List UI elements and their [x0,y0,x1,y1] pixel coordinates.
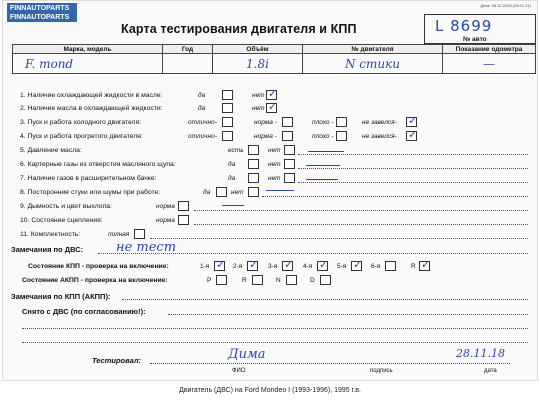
akpp-d: D [310,277,315,284]
check-mark-icon: ✓ [268,88,278,100]
date-label: дата [484,368,497,374]
check-mark-icon: ✓ [353,259,363,271]
opt-not-started: не завелся- [362,133,397,140]
opt-normal: норма [156,217,175,224]
checkbox-no[interactable] [248,187,259,197]
check-row-3: 3. Пуск и работа холодного двигателя: [20,119,142,126]
col-year: Год [163,45,213,54]
dotted-line [262,196,528,197]
finnautoparts-logo: FINNAUTOPARTS FINNAUTOPARTS [7,3,77,22]
dotted-line [168,314,528,315]
tester-name: Дима [228,347,266,362]
value-volume: 1.8i [213,54,303,74]
opt-yes: да [203,189,211,196]
opt-normal: норма - [254,133,277,140]
gear-3: 3-я [268,263,278,270]
checkbox-akpp-p[interactable] [216,275,227,285]
pen-stroke [222,205,244,206]
check-row-7: 7. Наличие газов в расширительном бачке: [20,175,157,182]
dotted-line [298,154,528,155]
checkbox-present[interactable] [248,145,259,155]
checkbox-gear-6[interactable] [385,261,396,271]
checkbox-akpp-n[interactable] [286,275,297,285]
checkbox-normal[interactable] [178,215,189,225]
opt-no: нет [268,161,281,168]
checkbox-normal[interactable] [178,201,189,211]
opt-complete: полная [108,231,130,238]
col-engine-number: № двигателя [303,45,443,54]
checkbox-bad[interactable] [336,117,347,127]
check-row-4: 4. Пуск и работа прогретого двигателя: [20,133,143,140]
check-mark-icon: ✓ [408,115,418,127]
checkbox-akpp-d[interactable] [320,275,331,285]
opt-yes: да [198,92,206,99]
opt-no: нет [252,92,265,99]
checkbox-normal[interactable] [282,117,293,127]
tested-by-label: Тестировал: [92,356,141,365]
signature-label: подпись [370,368,393,374]
checkbox-yes[interactable] [248,159,259,169]
image-caption: Двигатель (ДВС) на Ford Mondeo I (1993-1996), 1995 г.в. [179,387,361,394]
check-row-5: 5. Давление масла: [20,147,82,154]
check-mark-icon: ✓ [216,259,226,271]
gear-2: 2-я [233,263,243,270]
opt-yes: да [228,175,236,182]
akpp-p: P [207,277,212,284]
dotted-line [22,328,528,329]
order-number: L 8699 [435,17,493,35]
dotted-line [298,182,528,183]
pen-stroke [306,179,338,180]
remarks-kpp-label: Замечания по КПП (АКПП): [11,292,111,301]
check-row-8: 8. Посторонние стуки или шумы при работе: [20,189,161,196]
dotted-line [150,238,528,239]
pen-stroke [306,165,340,166]
opt-excellent: отлично- [188,133,217,140]
akpp-n: N [276,277,281,284]
checkbox-normal[interactable] [282,131,293,141]
checkbox-excellent[interactable] [222,131,233,141]
checkbox-excellent[interactable] [222,117,233,127]
dotted-line [122,299,528,300]
checkbox-no[interactable] [284,173,295,183]
checkbox-yes[interactable] [248,173,259,183]
kpp-label: Состояние КПП - проверка на включение: [28,263,169,270]
opt-not-started: не завелся- [362,119,397,126]
opt-bad: плохо - [312,133,334,140]
dotted-line [98,253,528,254]
opt-yes: да [198,105,206,112]
check-mark-icon: ✓ [319,259,329,271]
remarks-dvs-label: Замечания по ДВС: [11,245,84,254]
card-title: Карта тестирования двигателя и КПП [121,22,357,36]
akpp-r: R [242,277,247,284]
col-odometer: Показание одометра [443,45,536,54]
dotted-line [194,210,528,211]
print-stamp: Дата: 08.12.2018 (28.01.21) [480,3,531,8]
dotted-line [22,342,528,343]
opt-yes: да [228,161,236,168]
gear-r: R [411,263,416,270]
value-engine-number: N стики [303,54,443,74]
checkbox-akpp-r[interactable] [252,275,263,285]
check-row-9: 9. Дымность и цвет выхлопа: [20,203,112,210]
opt-normal: норма [156,203,175,210]
checkbox-complete[interactable] [134,229,145,239]
opt-excellent: отлично- [188,119,217,126]
remarks-dvs-value: не тест [116,240,177,255]
checkbox-bad[interactable] [336,131,347,141]
checkbox-yes[interactable] [222,90,233,100]
gear-1: 1-я [200,263,210,270]
check-row-11: 11. Комплектность: [20,231,81,238]
check-row-10: 10. Состояние сцепления: [20,217,103,224]
test-date: 28.11.18 [456,347,505,360]
checkbox-yes[interactable] [222,103,233,113]
check-mark-icon: ✓ [284,259,294,271]
signature-line [150,363,510,364]
value-make-model: F. mond [13,54,163,74]
check-mark-icon: ✓ [408,129,418,141]
gear-5: 5-я [337,263,347,270]
pen-stroke [308,151,344,152]
check-mark-icon: ✓ [421,259,431,271]
order-label: № авто [463,36,487,43]
opt-absent: нет [268,147,281,154]
col-make-model: Марка, модель [13,45,163,54]
opt-present: есть [228,147,244,154]
akpp-label: Состояние АКПП - проверка на включение: [22,277,168,284]
removed-label: Снято с ДВС (по согласованию!): [22,307,146,316]
opt-normal: норма - [254,119,277,126]
dotted-line [194,224,528,225]
check-row-6: 6. Картерные газы из отверстия масляного щупа: [20,161,176,168]
opt-bad: плохо - [312,119,334,126]
check-row-1: 1. Наличие охлаждающей жидкости в масле: [20,92,163,99]
check-row-2: 2. Наличие масла в охлаждающей жидкости: [20,105,163,112]
col-volume: Объём [213,45,303,54]
opt-no: нет [252,105,265,112]
opt-no: нет [231,189,244,196]
checkbox-no[interactable] [284,159,295,169]
pen-stroke [266,190,294,191]
opt-no: нет [268,175,281,182]
checkbox-absent[interactable] [284,145,295,155]
gear-6: 6-я [371,263,381,270]
checkbox-yes[interactable] [216,187,227,197]
check-mark-icon: ✓ [268,101,278,113]
gear-4: 4-я [303,263,313,270]
check-mark-icon: ✓ [249,259,259,271]
value-odometer: — [443,54,536,74]
dotted-line [298,168,528,169]
fio-label: ФИО [232,368,246,374]
